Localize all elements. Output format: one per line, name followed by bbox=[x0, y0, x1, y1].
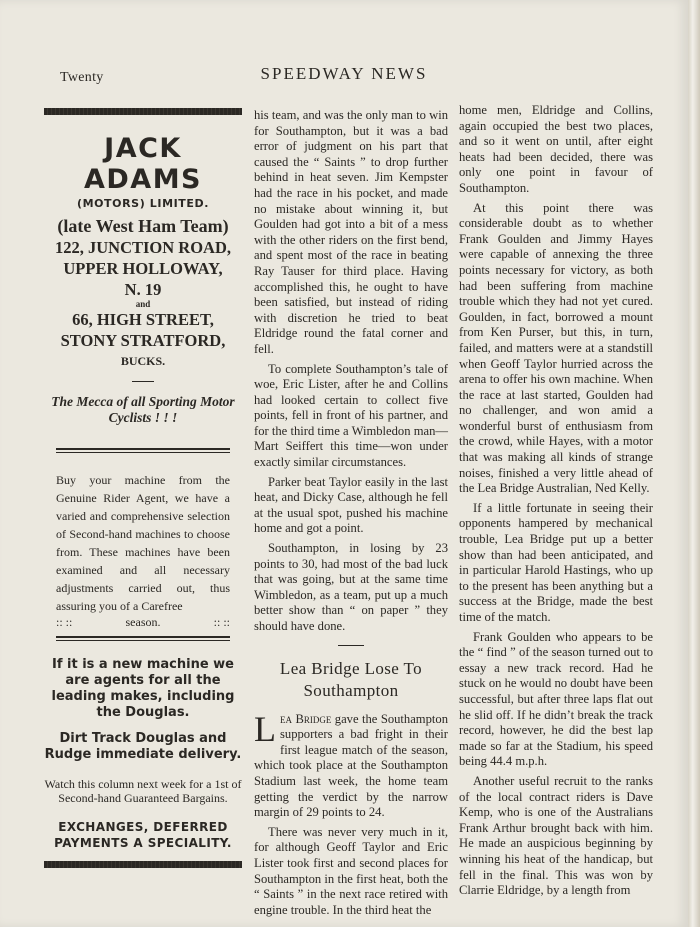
paragraph: Southampton, in losing by 23 points to 30, had most of the bad luck that was going, but at the same time Wimbledon, as a team, put up a much better show than “ on paper ” they should have done. bbox=[254, 541, 448, 633]
ad-company-suffix: (MOTORS) LIMITED. bbox=[76, 197, 210, 210]
ad-address-1-line-3: N. 19 bbox=[124, 280, 162, 299]
ad-divider-double bbox=[56, 448, 230, 453]
paragraph: If a little fortunate in seeing their opponents hampered by mechanical trouble, Lea Bridge put up a better show than had been anticipated, and in particular Harold Hastings, who up to the present has been anything but a success at the Bridge, made the best time of the match. bbox=[459, 500, 653, 624]
ad-exchanges-text: EXCHANGES, DEFERRED PAYMENTS A SPECIALITY. bbox=[54, 820, 232, 850]
paragraph: home men, Eldridge and Collins, again occupied the best two places, and so it went on until, after eight heats had been decided, there was only one point in favour of Southampton. bbox=[459, 103, 653, 195]
page-edge bbox=[688, 0, 700, 927]
ad-dirt-track-text: Dirt Track Douglas and Rudge immediate delivery. bbox=[44, 731, 242, 762]
paragraph: At this point there was considerable doubt as to whether Frank Goulden and Jimmy Hayes were capable of annexing the three points necessary for victory, as both had been suffering from machine trouble which they had not yet cured. Goulden, in fact, borrowed a mount from Ken Purser, but this, in turn, failed, and matters were at a standstill when Geoff Taylor hurried across the arena to offer his own machine. When the race at last started, Goulden had no challenger, and won amid a wonderful burst of enthusiasm from the crowd, while Hayes, with a motor that was making all kinds of strange noises, finished a very little ahead of the Lea Bridge Australian, Ned Kelly. bbox=[459, 200, 653, 496]
advertisement bbox=[44, 108, 242, 868]
paragraph: Parker beat Taylor easily in the last heat, and Dicky Case, although he fell at the usual spot, pushed his machine home and got a point. bbox=[254, 474, 448, 536]
drop-cap: L bbox=[254, 708, 276, 749]
article-column-middle bbox=[254, 108, 448, 922]
ad-address-1-line-2: UPPER HOLLOWAY, bbox=[63, 259, 223, 278]
paragraph: his team, and was the only man to win for Southampton, but it was a bad error of judgment on his part that caused the “ Saints ” to drop further behind in heat seven. Jim Kempster had the race in his pocket, and made no mistake about winning it, but Goulden had got into a bit of a mess with the other riders on the first bend, and spent most of the race in beating Ray Tauser for third place. Having accomplished this, he ought to have been satisfied, but instead of riding with discretion he tried to beat Eldridge round the fatal corner and fell. bbox=[254, 108, 448, 356]
publication-title: SPEEDWAY NEWS bbox=[260, 64, 428, 83]
ad-divider bbox=[132, 381, 154, 382]
ad-address-2-line-2: STONY STRATFORD, bbox=[60, 331, 226, 350]
article-headline: Lea Bridge Lose To Southampton bbox=[279, 658, 423, 700]
ad-season-marks-right: :: :: bbox=[213, 615, 230, 629]
ad-season-line bbox=[56, 615, 230, 630]
ad-season-word: season. bbox=[125, 615, 161, 629]
ad-slogan: The Mecca of all Sporting Motor Cyclists ! ! ! bbox=[51, 394, 235, 425]
ad-watch-text: Watch this column next week for a 1st of Second-hand Guaranteed Bargains. bbox=[44, 777, 242, 805]
ad-and: and bbox=[135, 299, 151, 309]
ad-address-1-line-1: 122, JUNCTION ROAD, bbox=[54, 238, 231, 257]
ad-agents-text: If it is a new machine we are agents for all the leading makes, including the Douglas. bbox=[51, 657, 235, 720]
ad-top-bar bbox=[44, 108, 242, 115]
lead-text: gave the Southampton supporters a bad fright in their first league match of the season, which took place at the Southampton Stadium last week, the home team getting the verdict by the narrow margin of 29 points to 24. bbox=[254, 711, 448, 820]
lead-small-caps: ea Bridge bbox=[280, 711, 332, 726]
paragraph: To complete Southampton’s tale of woe, Eric Lister, after he and Collins had looked certain to collect five points, fell in front of his partner, and for the third time a Wimbledon man—Mart Seiffert this time—won under exactly similar circumstances. bbox=[254, 361, 448, 470]
ad-divider-double-2 bbox=[56, 636, 230, 641]
page-number: Twenty bbox=[60, 70, 104, 85]
ad-body-text: Buy your machine from the Genuine Rider Agent, we have a varied and comprehensive selection of Second-hand machines to choose from. These machines have been examined and all necessary adjustments carried out, thus assuring you of a Carefree bbox=[56, 473, 230, 613]
ad-address-2-line-1: 66, HIGH STREET, bbox=[72, 310, 214, 329]
ad-season-marks-left: :: :: bbox=[56, 615, 73, 629]
ad-address-2-line-3: BUCKS. bbox=[120, 354, 166, 368]
paragraph: Another useful recruit to the ranks of the local contract riders is Dave Kemp, who is one of the Australians Frank Arthur brought back with him. He made an auspicious beginning by winning his heat of the handicap, but fell in the final. This was won by Clarrie Eldridge, by a length from bbox=[459, 773, 653, 898]
section-divider bbox=[338, 645, 364, 646]
ad-bottom-bar bbox=[44, 861, 242, 868]
article-column-right bbox=[459, 103, 653, 903]
lead-paragraph bbox=[254, 708, 448, 821]
ad-team-note: (late West Ham Team) bbox=[57, 216, 229, 236]
paragraph: There was never very much in it, for although Geoff Taylor and Eric Lister took first and second places for Southampton in the first heat, both the “ Saints ” in the next race retired with engine trouble. In the third heat the bbox=[254, 824, 448, 917]
paragraph: Frank Goulden who appears to be the “ find ” of the season turned out to essay a new track record. Had he stuck on he would no doubt have been successful, but after three laps flat out he slid off. If he didn’t break the track record, however, he did the best lap made so far at the Stadium, his speed being 44.4 m.p.h. bbox=[459, 629, 653, 769]
ad-business-name: JACK ADAMS bbox=[83, 133, 203, 195]
